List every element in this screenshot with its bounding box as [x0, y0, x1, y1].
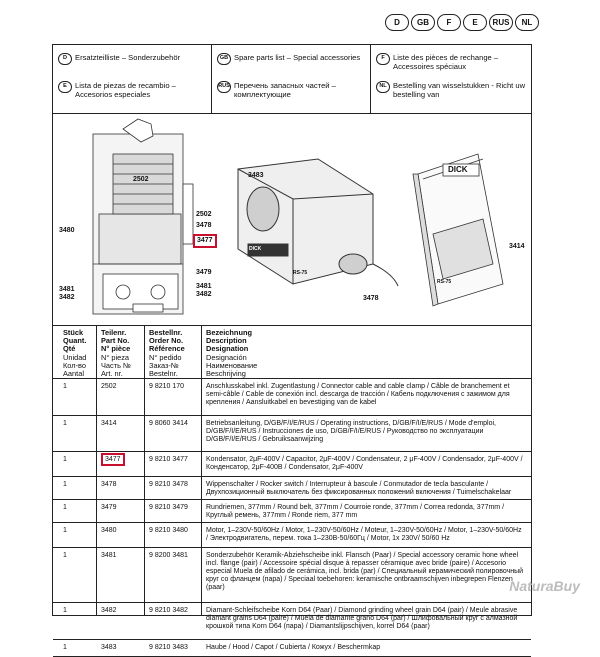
machine-model: RS-75 — [293, 270, 308, 276]
lang-code-icon: GB — [217, 53, 231, 65]
row-order-number: 9 8060 3414 — [149, 420, 188, 427]
row-order-number: 9 8210 170 — [149, 383, 185, 390]
row-part-number: 3414 — [101, 420, 117, 427]
callout-left-1: 2502 — [133, 176, 149, 183]
table-row — [53, 416, 531, 452]
header-item-fr — [376, 53, 526, 71]
column-header-line: Bestelnr. — [149, 369, 178, 379]
column-header-line: Bezeichnung — [206, 328, 252, 337]
parts-sheet — [52, 44, 532, 651]
column-header-line: Designation — [206, 344, 249, 354]
machine-brand: DICK — [249, 246, 262, 252]
header-title-es: Lista de piezas de recambio – Accesorios especiales — [75, 81, 176, 99]
row-description: Anschlusskabel inkl. Zugentlastung / Connector cable and cable clamp / Câble de branchement et semi-câble / Cable de conexión incl. descarga de tracción / Кабель подключения с зажимом для крепления / Aansluitkabel en bevestiging van de kabel — [206, 383, 510, 406]
table-row — [53, 640, 531, 657]
column-header-line: Заказ-№ — [149, 360, 179, 370]
lang-code-icon: D — [58, 53, 72, 65]
language-badge-icon: D — [385, 14, 409, 31]
column-header-line: Часть № — [101, 360, 131, 370]
booklet-brand: DICK — [448, 165, 468, 174]
language-badge-icon: GB — [411, 14, 435, 31]
row-part-number: 3478 — [101, 481, 117, 488]
language-badge-icon: F — [437, 14, 461, 31]
column-header-line: Order No. — [149, 336, 184, 346]
column-header-line: Bestellnr. — [149, 328, 183, 337]
language-badge-icon: E — [463, 14, 487, 31]
callout-left-6: 3481 — [59, 286, 75, 293]
row-description: Diamant-Schleifscheibe Korn D64 (Paar) / Diamond grinding wheel grain D64 (pair) / Meule abrasive diamant grains D64 (paire) / Muela de diamante grano D64 (par) / Шлифовальный круг с алмазной крошкой типа Korn D64 (пара) / Diamantslijpschijven, korrel D64 (paar) — [206, 607, 518, 630]
callout-left-2: 3480 — [59, 227, 75, 234]
lang-code-icon: NL — [376, 81, 390, 93]
row-order-number: 9 8200 3481 — [149, 552, 188, 559]
header-item-gb — [217, 53, 367, 65]
row-order-number: 9 8210 3477 — [149, 456, 188, 463]
header-title-ru: Перечень запасных частей – комплектующие — [234, 81, 336, 99]
row-description: Kondensator, 2μF-400V / Capacitor, 2μF-400V / Condensateur, 2 μF-400V / Condensador, 2μF-400V / Конденсатор, 2μF-400В / Condensator, 2μF-400V — [206, 456, 523, 471]
table-row — [53, 452, 531, 477]
row-part-number: 3482 — [101, 607, 117, 614]
column-header-line: Stück — [63, 328, 84, 337]
row-order-number: 9 8210 3478 — [149, 481, 188, 488]
header-title-de: Ersatzteilliste – Sonderzubehör — [75, 53, 181, 62]
row-part-number — [101, 456, 139, 464]
lang-code-icon: RUS — [217, 81, 231, 93]
header-item-nl — [376, 81, 526, 99]
header-item-es — [58, 81, 208, 99]
watermark: NaturaBuy — [509, 578, 580, 594]
row-part-number: 3479 — [101, 504, 117, 511]
header-item-ru — [217, 81, 367, 99]
header-col-1 — [53, 45, 212, 113]
row-quantity: 1 — [63, 552, 67, 559]
column-header-line: Designación — [206, 352, 247, 362]
header-title-nl: Bestelling van wisselstukken - Richt uw bestelling van — [393, 81, 526, 99]
header-item-de — [58, 53, 208, 65]
booklet-model: RS-75 — [437, 279, 452, 285]
callout-left-3: 2502 — [196, 211, 212, 218]
column-header-line: Teilenr. — [101, 328, 127, 337]
row-part-number: 2502 — [101, 383, 117, 390]
row-description: Sonderzubehör Keramik-Abziehscheibe inkl. Flansch (Paar) / Special accessory ceramic hone wheel incl. flange (pair) / Accessoire spécial disque à repasser céramique avec bride (paire) / Accesorio especial Muela de afilado de cerámica, incl. brida (par) / Специальный керамический полировочный круг со фланцем (пара) / Speciaal toebehoren: keramische ontbraamschijven inbegrepen Flenzen (paar) — [206, 552, 524, 591]
row-quantity: 1 — [63, 420, 67, 427]
column-header-line: Кол-во — [63, 360, 86, 370]
row-description: Rundriemen, 377mm / Round belt, 377mm / Courroie ronde, 377mm / Correa redonda, 377mm / Круглый ремень, 377mm / Ronde riem, 377 mm — [206, 504, 505, 519]
row-quantity: 1 — [63, 456, 67, 463]
exploded-view-drawing — [93, 119, 193, 314]
header-col-2 — [212, 45, 371, 113]
table-row — [53, 523, 531, 548]
column-header-line: Unidad — [63, 352, 87, 362]
manual-booklet-drawing — [413, 154, 503, 306]
callout-left-7: 3482 — [59, 294, 75, 301]
row-order-number: 9 8210 3483 — [149, 644, 188, 651]
row-order-number: 9 8210 3479 — [149, 504, 188, 511]
callout-left-8: 3481 — [196, 283, 212, 290]
language-badge-icon: NL — [515, 14, 539, 31]
column-header-line: Référence — [149, 344, 185, 354]
row-description: Wippenschalter / Rocker switch / Interrupteur à bascule / Conmutador de tecla basculante / Двухпозиционный выключатель без фиксированных положений включения / Tuimelschakelaar — [206, 481, 512, 496]
callout-left-4: 3478 — [196, 222, 212, 229]
highlighted-part-number: 3477 — [101, 453, 125, 466]
header-col-3 — [371, 45, 531, 113]
row-quantity: 1 — [63, 607, 67, 614]
callout-middle-1: 3483 — [248, 172, 264, 179]
row-quantity: 1 — [63, 481, 67, 488]
column-header-line: Part No. — [101, 336, 130, 346]
row-quantity: 1 — [63, 644, 67, 651]
column-header-line: N° pedido — [149, 352, 182, 362]
row-part-number: 3483 — [101, 644, 117, 651]
illustration-area — [53, 114, 531, 326]
column-header-part-no — [101, 329, 139, 378]
callout-middle-2: 3478 — [363, 295, 379, 302]
column-header-line: Quant. — [63, 336, 87, 346]
lang-code-icon: E — [58, 81, 72, 93]
column-header-quantity — [63, 329, 93, 378]
column-header-description — [206, 329, 524, 378]
table-row — [53, 603, 531, 640]
sheet-header — [53, 45, 531, 114]
column-header-line: Наименование — [206, 360, 258, 370]
row-part-number: 3481 — [101, 552, 117, 559]
row-description: Motor, 1–230V-50/60Hz / Motor, 1–230V-50/60Hz / Moteur, 1–230V-50/60Hz / Motor, 1–230V-50/60Hz / Электродвигатель, перем. тока 1–230В-50/60Гц / Motor, 1x 230V/ 50/60 Hz — [206, 527, 522, 542]
column-header-line: N° pieza — [101, 352, 130, 362]
row-quantity: 1 — [63, 383, 67, 390]
table-row — [53, 379, 531, 416]
column-header-line: Beschrijving — [206, 369, 246, 379]
language-badge-icon: RUS — [489, 14, 513, 31]
column-header-line: Aantal — [63, 369, 84, 379]
row-order-number: 9 8210 3482 — [149, 607, 188, 614]
table-header — [53, 326, 531, 379]
column-header-line: N° pièce — [101, 344, 131, 354]
column-header-order-no — [149, 329, 201, 378]
row-part-number: 3480 — [101, 527, 117, 534]
language-badges — [385, 14, 539, 31]
row-order-number: 9 8210 3480 — [149, 527, 188, 534]
lang-code-icon: F — [376, 53, 390, 65]
row-description: Betriebsanleitung, D/GB/F/I/E/RUS / Operating instructions, D/GB/F/I/E/RUS / Mode d'emploi, D/GB/F/I/E/RUS / Instrucciones de uso, D/GB/F/I/E/RUS / Руководство по эксплуатации D/GB/F/I/E/RUS / Gebruiksaanwijzing — [206, 420, 497, 443]
table-row — [53, 548, 531, 603]
header-title-gb: Spare parts list – Special accessories — [234, 53, 361, 62]
row-description: Haube / Hood / Capot / Cubierta / Кожух / Beschermkap — [206, 644, 381, 651]
callout-right-1: 3414 — [509, 243, 525, 250]
row-quantity: 1 — [63, 527, 67, 534]
callout-left-highlight: 3477 — [193, 234, 217, 248]
column-header-line: Art. nr. — [101, 369, 123, 379]
column-header-line: Description — [206, 336, 247, 346]
callout-left-9: 3482 — [196, 291, 212, 298]
illustration-drawings — [53, 114, 531, 325]
table-row — [53, 477, 531, 500]
callout-left-5: 3479 — [196, 269, 212, 276]
header-title-fr: Liste des pièces de rechange – Accessoires spéciaux — [393, 53, 499, 71]
column-header-line: Qté — [63, 344, 76, 354]
table-row — [53, 500, 531, 523]
row-quantity: 1 — [63, 504, 67, 511]
